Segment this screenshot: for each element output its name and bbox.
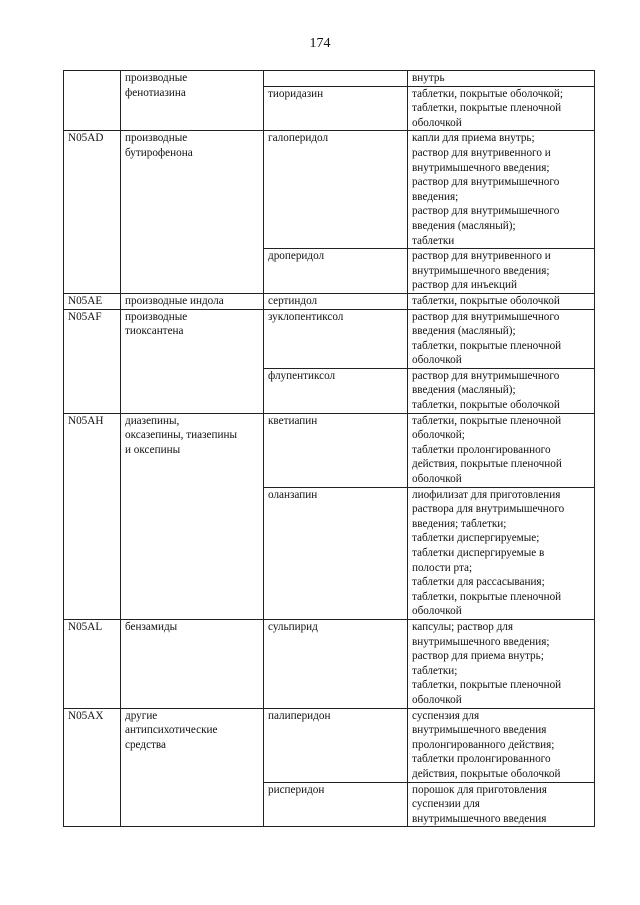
drug-name-cell: кветиапин [264, 413, 408, 487]
drug-group-cell: производные бутирофенона [121, 131, 264, 294]
table-row [64, 708, 595, 782]
drug-name-cell: дроперидол [264, 249, 408, 294]
drug-group-cell: бензамиды [121, 619, 264, 708]
table-row [64, 413, 595, 487]
dosage-forms-cell: таблетки, покрытые пленочной оболочкой; таблетки пролонгированного действия, покрытые пленочной оболочкой [408, 413, 595, 487]
atc-code-cell: N05AL [64, 619, 121, 708]
dosage-forms-cell: раствор для внутривенного и внутримышечного введения; раствор для инъекций [408, 249, 595, 294]
drug-group-cell: другие антипсихотические средства [121, 708, 264, 827]
page-number: 174 [309, 36, 331, 51]
atc-code-cell: N05AD [64, 131, 121, 294]
table-row [64, 309, 595, 368]
drug-table [63, 70, 595, 827]
dosage-forms-cell: лиофилизат для приготовления раствора для внутримышечного введения; таблетки; таблетки диспергируемые; таблетки диспергируемые в полости рта; таблетки для рассасывания; таблетки, покрытые пленочной оболочкой [408, 487, 595, 619]
dosage-forms-cell: таблетки, покрытые оболочкой [408, 293, 595, 309]
drug-name-cell: флупентиксол [264, 368, 408, 413]
dosage-forms-cell: капли для приема внутрь; раствор для внутривенного и внутримышечного введения; раствор для внутримышечного введения; раствор для внутримышечного введения (масляный); таблетки [408, 131, 595, 249]
dosage-forms-cell: раствор для внутримышечного введения (масляный); таблетки, покрытые оболочкой [408, 368, 595, 413]
drug-name-cell: тиоридазин [264, 86, 408, 131]
atc-code-cell: N05AE [64, 293, 121, 309]
dosage-forms-cell: раствор для внутримышечного введения (масляный); таблетки, покрытые пленочной оболочкой [408, 309, 595, 368]
dosage-forms-cell: капсулы; раствор для внутримышечного введения; раствор для приема внутрь; таблетки; таблетки, покрытые пленочной оболочкой [408, 619, 595, 708]
atc-code-cell [64, 71, 121, 131]
drug-name-cell: палиперидон [264, 708, 408, 782]
atc-code-cell: N05AF [64, 309, 121, 413]
table-row [64, 71, 595, 87]
dosage-forms-cell: внутрь [408, 71, 595, 87]
table-row [64, 293, 595, 309]
drug-group-cell: производные индола [121, 293, 264, 309]
drug-name-cell: сертиндол [264, 293, 408, 309]
table-row [64, 131, 595, 249]
atc-code-cell: N05AH [64, 413, 121, 619]
drug-name-cell: рисперидон [264, 782, 408, 827]
drug-group-cell: производные тиоксантена [121, 309, 264, 413]
dosage-forms-cell: порошок для приготовления суспензии для внутримышечного введения [408, 782, 595, 827]
table-row [64, 619, 595, 708]
dosage-forms-cell: суспензия для внутримышечного введения пролонгированного действия; таблетки пролонгированного действия, покрытые оболочкой [408, 708, 595, 782]
drug-group-cell: производные фенотиазина [121, 71, 264, 131]
drug-name-cell: оланзапин [264, 487, 408, 619]
drug-name-cell [264, 71, 408, 87]
atc-code-cell: N05AX [64, 708, 121, 827]
drug-name-cell: сульпирид [264, 619, 408, 708]
drug-name-cell: зуклопентиксол [264, 309, 408, 368]
dosage-forms-cell: таблетки, покрытые оболочкой; таблетки, покрытые пленочной оболочкой [408, 86, 595, 131]
drug-group-cell: диазепины, оксазепины, тиазепины и оксепины [121, 413, 264, 619]
drug-name-cell: галоперидол [264, 131, 408, 249]
